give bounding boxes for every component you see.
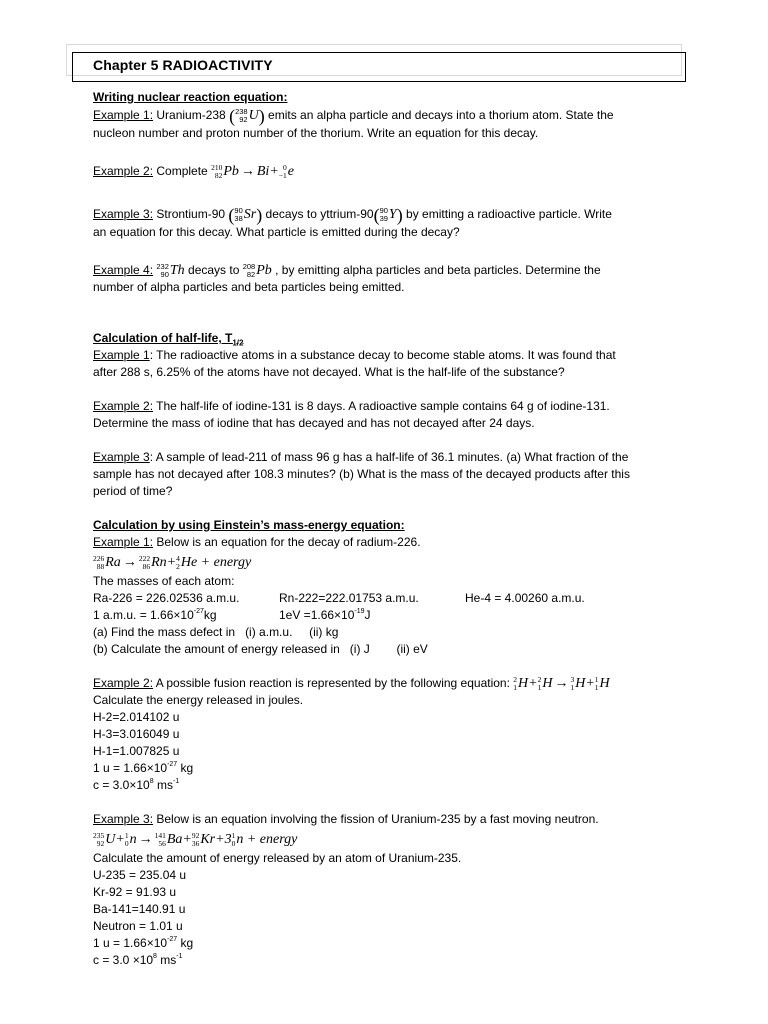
s1-example-2: Example 2: Complete 210 82 Pb → Bi+ 0 −1 e — [93, 162, 294, 180]
worksheet-body: Writing nuclear reaction equation: Example 1: Uranium-238 ( 238 92 U) emits an alpha particle and decays into a thorium atom. State the nucleon number and proton number of the thorium. Write an equation for this decay. Example 2: Complete 210 82 Pb → Bi+ 0 −1 e Example 3: Strontium-90 ( 90 38 Sr) decays to yttrium-90( 90 39 Y) by emitting a radioactive particle. Write an equation for this decay. What particle is emitted during the decay? Example 4: 232 90 Th decays to 208 82 Pb , by emitting alpha particles and beta particles. Determine the number of alpha particles and beta particles being emitted. Calculation of half-life, $T_{1/2}$ Example 1: The radioactive atoms in a substance decay to become stable atoms. It was found that after 288 s, 6.25% of the atoms have not decayed. What is the half-life of the substance? Example 2: The half-life of iodine-131 is 8 days. A radioactive sample contains 64 g of iodine-131. Determine the mass of iodine that has decayed and has not decayed after 24 days. Example 3: A sample of lead-211 of mass 96 g has a half-life of 36.1 minutes. (a) What fraction of the sample has not decayed after 108.3 minutes? (b) What is the mass of the decayed products after this period of time? Calculation by using Einstein’s mass-energy equation: Example 1: Below is an equation for the decay of radium-226. 226 88 Ra → 222 86 Rn+ 4 2 He + energy The masses of each atom: Ra-226 = 226.02536 a.m.u. Rn-222=222.01753 a.m.u. He-4 = 4.00260 a.m.u. 1 a.m.u. = $1.66\times 10^{-27}kg$ $1eV =1.66\times 10^{-19}J$ (a) Find the mass defect in (i) a.m.u. (ii) kg (b) Calculate the amount of energy released in (i) J (ii) eV Example 2: A possible fusion reaction is represented by the following equation: 2 1 H+ 2 1 H → 3 1 H+ 1 1 H Calculate the energy released in joules. H-2=2.014102 u H-3=3.016049 u H-1=1.007825 u 1 $u = 1.66\times 10^{-27}$ kg $c = 3.0\times 10^8$ $ms^{-1}$ Example 3: Below is an equation involving the fission of Uranium-235 by a fast moving neutron. 235 92 U+ 1 0 n → 141 56 Ba+ 92 36 Kr+3 1 0 n + energy Calculate the amount of energy released by an atom of Uranium-235. U-235 = 235.04 u Kr-92 = 91.93 u Ba-141=140.91 u Neutron = 1.01 u 1 $u = 1.66\times 10^{-27}$ kg $c = 3.0 \times 10^8$ $ms^{-1}$ — [93, 89, 693, 969]
lead-210-equation: 210 82 Pb → Bi+ 0 −1 e — [211, 162, 294, 180]
chapter-title: Chapter 5 RADIOACTIVITY — [93, 57, 273, 73]
fission-equation: 235 92 U+ 1 0 n → 141 56 Ba+ 92 36 Kr+3 1 0 n + energy — [93, 830, 298, 848]
s3-example-2: Example 2: A possible fusion reaction is represented by the following equation: 2 1 H+ 2 1 H → 3 1 H+ 1 1 H — [93, 674, 610, 692]
unit-conversions-row: 1 a.m.u. = $1.66\times 10^{-27}kg$ $1eV =1.66\times 10^{-19}J$ — [93, 608, 371, 622]
uranium-238-notation: ( 238 92 U) — [229, 106, 265, 126]
s2-example-3: Example 3: A sample of lead-211 of mass 96 g has a half-life of 36.1 minutes. (a) What fraction of the — [93, 450, 629, 464]
s1-example-4: Example 4: 232 90 Th decays to 208 82 Pb , by emitting alpha particles and beta particles. Determine the — [93, 261, 601, 279]
fusion-equation: 2 1 H+ 2 1 H → 3 1 H+ 1 1 H — [513, 674, 610, 692]
section-heading-half-life: Calculation of half-life, $T_{1/2}$ — [93, 331, 244, 348]
yttrium-90-notation: ( 90 39 Y) — [373, 205, 403, 225]
s3-example-1: Example 1: Below is an equation for the decay of radium-226. — [93, 535, 421, 549]
s1-example-1: Example 1: Uranium-238 ( 238 92 U) emits an alpha particle and decays into a thorium atom. State the — [93, 106, 614, 126]
s1-example-3: Example 3: Strontium-90 ( 90 38 Sr) decays to yttrium-90( 90 39 Y) by emitting a radioactive particle. Write — [93, 205, 612, 225]
s2-example-2: Example 2: The half-life of iodine-131 is 8 days. A radioactive sample contains 64 g of iodine-131. — [93, 399, 610, 413]
s3-example-3: Example 3: Below is an equation involving the fission of Uranium-235 by a fast moving neutron. — [93, 812, 599, 826]
thorium-232-notation: 232 90 Th — [156, 261, 185, 279]
strontium-90-notation: ( 90 38 Sr) — [228, 205, 263, 225]
atomic-masses-row: Ra-226 = 226.02536 a.m.u. Rn-222=222.01753 a.m.u. He-4 = 4.00260 a.m.u. — [93, 591, 585, 605]
radium-decay-equation: 226 88 Ra → 222 86 Rn+ 4 2 He + energy — [93, 553, 252, 571]
section-heading-mass-energy: Calculation by using Einstein’s mass-energy equation: — [93, 518, 405, 532]
lead-208-notation: 208 82 Pb — [242, 261, 272, 279]
section-heading-nuclear-equations: Writing nuclear reaction equation: — [93, 90, 288, 104]
s2-example-1: Example 1: The radioactive atoms in a substance decay to become stable atoms. It was found that — [93, 348, 616, 362]
